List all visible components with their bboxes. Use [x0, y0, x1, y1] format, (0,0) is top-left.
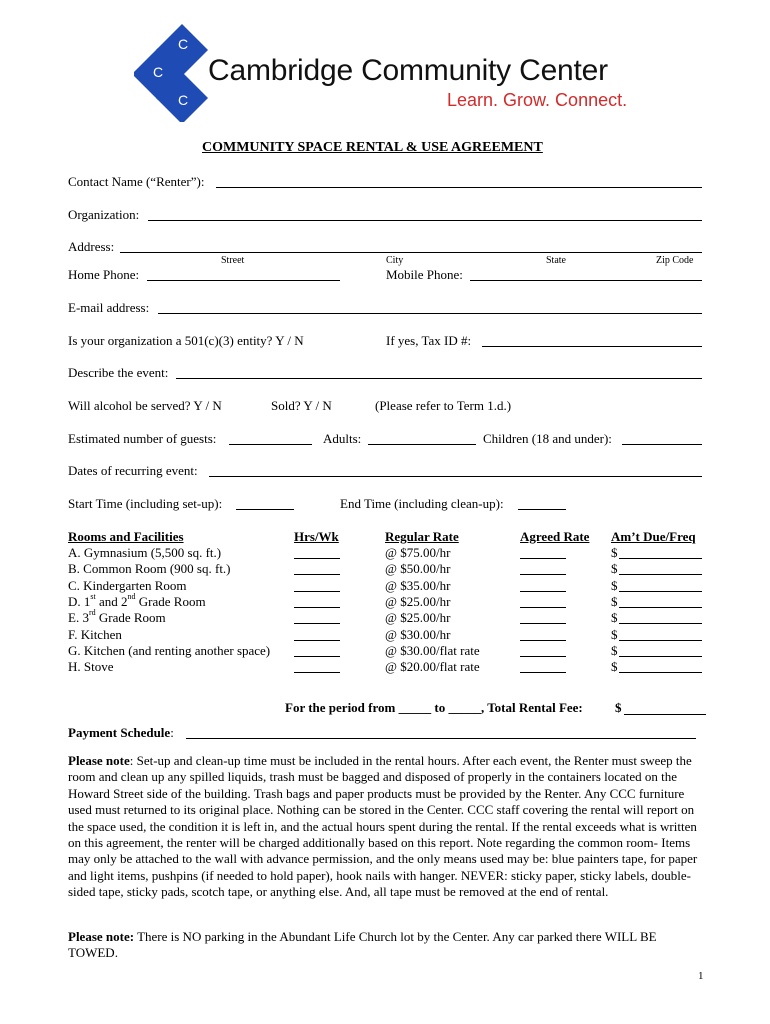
- hrs-field[interactable]: [294, 623, 340, 624]
- amount-field[interactable]: [619, 640, 702, 641]
- dollar-sign: $: [611, 610, 618, 625]
- organization-label: Organization:: [68, 207, 140, 222]
- alcohol-question[interactable]: Will alcohol be served? Y / N: [68, 398, 222, 413]
- guests-field[interactable]: [229, 444, 312, 445]
- hrs-field[interactable]: [294, 591, 340, 592]
- address-field[interactable]: [120, 252, 702, 253]
- home-phone-field[interactable]: [147, 280, 340, 281]
- email-label: E-mail address:: [68, 300, 150, 315]
- hrs-field[interactable]: [294, 558, 340, 559]
- hrs-field[interactable]: [294, 574, 340, 575]
- parking-note: Please note: There is NO parking in the Abundant Life Church lot by the Center. Any car parked there WILL BE TOWED.: [68, 929, 657, 961]
- end-time-field[interactable]: [518, 509, 566, 510]
- dollar-sign: $: [611, 594, 618, 609]
- end-time-label: End Time (including clean-up):: [340, 496, 504, 511]
- agreed-header: Agreed Rate: [520, 529, 590, 544]
- setup-cleanup-note: Please note: Set-up and clean-up time must be included in the rental hours. After each event, the Renter must sweep the room and clean up any spilled liquids, trash must be bagged and disposed of properly in the containers located on the Howard Street side of the building. Trash bags and paper products must be provided by the Renter. Any CCC furniture used must returned to its original place. Nothing can be stored in the Center. CCC staff covering the rental will report on the space used, the condition it is left in, and the actual hours spent during the rental. If the rental exceeds what is written on this agreement, the renter will be charged additionally based on this report. Note regarding the common room- Items may only be attached to the wall with advance permission, and the only means used may be: blue painters tape, for paper and light items, pushpins (if needed to hold paper), hook nails with hanger. NEVER: sticky paper, sticky labels, double-sided tape, sticky pads, scotch tape, or anything else. And, all tape must be removed at the end of rental.: [68, 753, 698, 900]
- room-name: H. Stove: [68, 659, 114, 674]
- regular-rate: @ $20.00/flat rate: [385, 659, 480, 674]
- 501c3-question[interactable]: Is your organization a 501(c)(3) entity? Y / N: [68, 333, 304, 348]
- amount-field[interactable]: [619, 623, 702, 624]
- agreed-rate-field[interactable]: [520, 640, 566, 641]
- amount-field[interactable]: [619, 672, 702, 673]
- organization-field[interactable]: [148, 220, 702, 221]
- agreed-rate-field[interactable]: [520, 672, 566, 673]
- amount-field[interactable]: [619, 574, 702, 575]
- tax-id-label: If yes, Tax ID #:: [386, 333, 472, 348]
- room-name: E. 3rd Grade Room: [68, 608, 166, 625]
- hrs-header: Hrs/Wk: [294, 529, 339, 544]
- contact-name-field[interactable]: [216, 187, 702, 188]
- amount-field[interactable]: [619, 591, 702, 592]
- start-time-label: Start Time (including set-up):: [68, 496, 223, 511]
- describe-event-label: Describe the event:: [68, 365, 169, 380]
- email-field[interactable]: [158, 313, 702, 314]
- recurring-dates-label: Dates of recurring event:: [68, 463, 198, 478]
- logo-diamonds-icon: [134, 22, 214, 122]
- amount-header: Am’t Due/Freq: [611, 529, 696, 544]
- room-name: F. Kitchen: [68, 627, 122, 642]
- amount-field[interactable]: [619, 656, 702, 657]
- address-zip-caption: Zip Code: [656, 255, 694, 266]
- recurring-dates-field[interactable]: [209, 476, 702, 477]
- address-city-caption: City: [386, 255, 404, 266]
- payment-schedule-label: Payment Schedule:: [68, 725, 174, 740]
- address-street-caption: Street: [221, 255, 245, 266]
- logo-letter-top: C: [178, 36, 189, 52]
- regular-rate: @ $30.00/hr: [385, 627, 451, 642]
- regular-rate: @ $75.00/hr: [385, 545, 451, 560]
- rate-header: Regular Rate: [385, 529, 459, 544]
- refer-term-note: (Please refer to Term 1.d.): [375, 398, 512, 413]
- period-total-label: For the period from _____ to _____, Total Rental Fee:: [285, 700, 583, 715]
- agreed-rate-field[interactable]: [520, 591, 566, 592]
- payment-schedule-field[interactable]: [186, 738, 696, 739]
- contact-name-label: Contact Name (“Renter”):: [68, 174, 205, 189]
- org-name: Cambridge Community Center: [208, 54, 608, 87]
- agreed-rate-field[interactable]: [520, 574, 566, 575]
- rooms-header: Rooms and Facilities: [68, 529, 184, 544]
- sold-question[interactable]: Sold? Y / N: [271, 398, 332, 413]
- tax-id-field[interactable]: [482, 346, 702, 347]
- room-name: B. Common Room (900 sq. ft.): [68, 561, 231, 576]
- dollar-sign: $: [611, 659, 618, 674]
- hrs-field[interactable]: [294, 607, 340, 608]
- page-title: COMMUNITY SPACE RENTAL & USE AGREEMENT: [202, 140, 543, 155]
- regular-rate: @ $35.00/hr: [385, 578, 451, 593]
- mobile-phone-field[interactable]: [470, 280, 702, 281]
- start-time-field[interactable]: [236, 509, 294, 510]
- children-field[interactable]: [622, 444, 702, 445]
- dollar-sign: $: [611, 545, 618, 560]
- hrs-field[interactable]: [294, 672, 340, 673]
- room-name: D. 1st and 2nd Grade Room: [68, 592, 206, 609]
- room-name: A. Gymnasium (5,500 sq. ft.): [68, 545, 222, 560]
- room-name: C. Kindergarten Room: [68, 578, 187, 593]
- amount-field[interactable]: [619, 558, 702, 559]
- regular-rate: @ $25.00/hr: [385, 594, 451, 609]
- room-name: G. Kitchen (and renting another space): [68, 643, 271, 658]
- describe-event-field[interactable]: [176, 378, 702, 379]
- agreed-rate-field[interactable]: [520, 558, 566, 559]
- regular-rate: @ $30.00/flat rate: [385, 643, 480, 658]
- total-fee-field[interactable]: [624, 714, 706, 715]
- regular-rate: @ $50.00/hr: [385, 561, 451, 576]
- agreed-rate-field[interactable]: [520, 607, 566, 608]
- address-state-caption: State: [546, 255, 566, 266]
- address-label: Address:: [68, 239, 115, 254]
- amount-field[interactable]: [619, 607, 702, 608]
- children-label: Children (18 and under):: [483, 431, 612, 446]
- page-number: 1: [698, 970, 704, 982]
- guests-label: Estimated number of guests:: [68, 431, 217, 446]
- dollar-sign: $: [611, 627, 618, 642]
- dollar-sign: $: [611, 643, 618, 658]
- home-phone-label: Home Phone:: [68, 267, 140, 282]
- agreed-rate-field[interactable]: [520, 656, 566, 657]
- hrs-field[interactable]: [294, 640, 340, 641]
- agreed-rate-field[interactable]: [520, 623, 566, 624]
- adults-label: Adults:: [323, 431, 362, 446]
- regular-rate: @ $25.00/hr: [385, 610, 451, 625]
- org-tagline: Learn. Grow. Connect.: [447, 90, 628, 110]
- adults-field[interactable]: [368, 444, 476, 445]
- mobile-phone-label: Mobile Phone:: [386, 267, 463, 282]
- total-dollar-sign: $: [615, 700, 622, 715]
- hrs-field[interactable]: [294, 656, 340, 657]
- logo-letter-left: C: [153, 64, 164, 80]
- dollar-sign: $: [611, 578, 618, 593]
- dollar-sign: $: [611, 561, 618, 576]
- logo-letter-bottom: C: [178, 92, 189, 108]
